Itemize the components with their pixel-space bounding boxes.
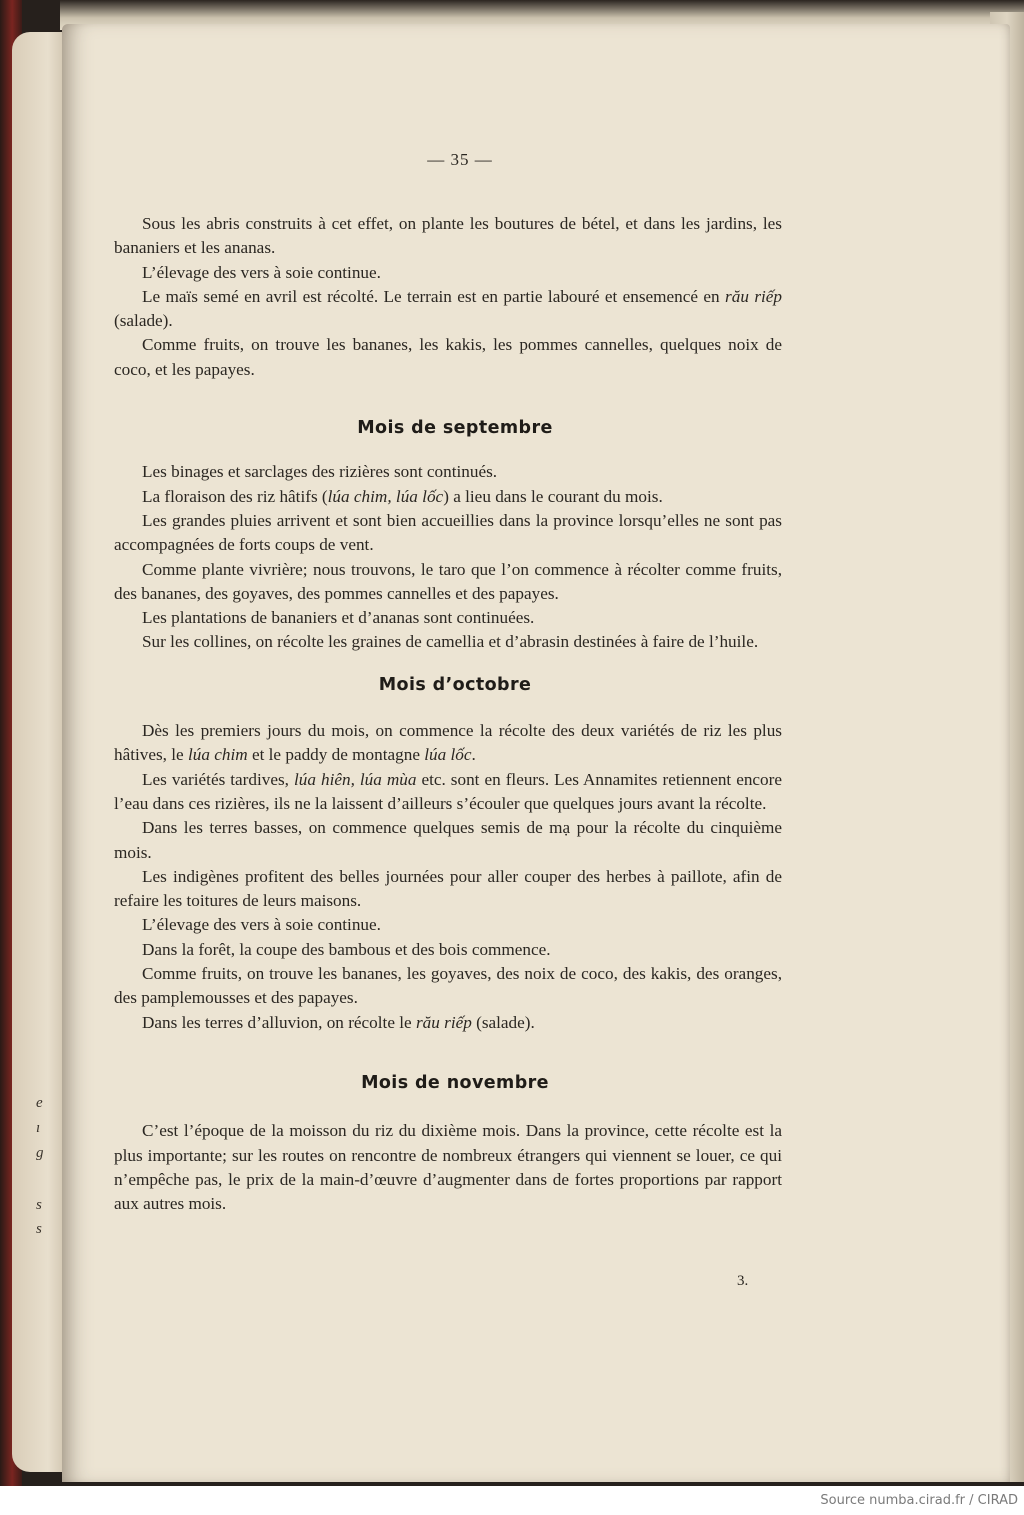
october-section — [114, 719, 782, 1035]
sheet-number: 3. — [737, 1273, 749, 1289]
paragraph: Les binages et sarclages des rizières sont continués. — [142, 462, 498, 482]
intro-section — [114, 212, 782, 382]
paragraph: Dans la forêt, la coupe des bambous et des bois commence. — [142, 939, 551, 959]
page-text — [114, 212, 782, 1216]
paragraph: Comme plante vivrière; nous trouvons, le taro que l’on commence à récolter comme fruits, des bananes, des goyaves, des pommes cannelles et des papayes. — [114, 559, 782, 603]
paragraph: Le maïs semé en avril est récolté. Le terrain est en partie labouré et ensemencé en rău riếp (salade). — [114, 286, 783, 331]
paragraph: C’est l’époque de la moisson du riz du dixième mois. Dans la province, cette récolte est la plus importante; sur les routes on rencontre de nombreux étrangers qui viennent se louer, ce qui n’empêche pas, le prix de la main-d’œuvre d’augmenter dans de fortes proportions par rapport aux autres mois. — [114, 1121, 782, 1214]
heading-november: Mois de novembre — [361, 1072, 549, 1093]
heading-september: Mois de septembre — [357, 418, 553, 439]
paragraph: Sur les collines, on récolte les graines de camellia et d’abrasin destinées à faire de l’huile. — [142, 632, 759, 652]
paragraph: Comme fruits, on trouve les bananes, les goyaves, des noix de coco, des kakis, des oranges, des pamplemousses et des papayes. — [114, 964, 782, 1008]
paragraph: L’élevage des vers à soie continue. — [142, 915, 381, 935]
paragraph: Dans les terres basses, on commence quelques semis de mạ pour la récolte du cinquième mois. — [114, 818, 782, 862]
heading-october: Mois d’octobre — [378, 674, 532, 695]
september-section — [114, 460, 782, 654]
november-section — [114, 1119, 782, 1216]
left-margin-glyph: ı — [36, 1120, 41, 1136]
paragraph: Dans les terres d’alluvion, on récolte le rău riếp (salade). — [142, 1012, 535, 1032]
paragraph: Les variétés tardives, lúa hiên, lúa mùa etc. sont en fleurs. Les Annamites retiennent encore l’eau dans ces rizières, ils ne la laissent d’ailleurs s’écouler que quelques jours avant la récolte. — [114, 769, 783, 813]
paragraph: Sous les abris construits à cet effet, on plante les boutures de bétel, et dans les jardins, les bananiers et les ananas. — [114, 214, 782, 258]
left-margin-glyph: s — [36, 1221, 42, 1237]
left-margin-glyph: g — [36, 1145, 44, 1161]
paragraph: Dès les premiers jours du mois, on commence la récolte des deux variétés de riz les plus hâtives, le lúa chim et le paddy de montagne lúa lốc. — [114, 721, 782, 765]
paragraph: Les indigènes profitent des belles journées pour aller couper des herbes à paillote, afin de refaire les toitures de leurs maisons. — [114, 866, 782, 911]
paragraph: Comme fruits, on trouve les bananes, les kakis, les pommes cannelles, quelques noix de coco, et les papayes. — [114, 335, 782, 379]
paragraph: L’élevage des vers à soie continue. — [142, 262, 381, 282]
left-margin-glyph: s — [36, 1197, 42, 1213]
left-margin-glyph: e — [36, 1095, 43, 1111]
page-number: — 35 — — [427, 150, 493, 169]
paragraph: La floraison des riz hâtifs (lúa chim, lúa lốc) a lieu dans le courant du mois. — [142, 486, 663, 506]
paragraph: Les grandes pluies arrivent et sont bien accueillies dans la province lorsqu’elles ne sont pas accompagnées de forts coups de vent. — [114, 510, 782, 555]
source-credit: Source numba.cirad.fr / CIRAD — [820, 1493, 1018, 1508]
paragraph: Les plantations de bananiers et d’ananas sont continuées. — [142, 608, 535, 628]
